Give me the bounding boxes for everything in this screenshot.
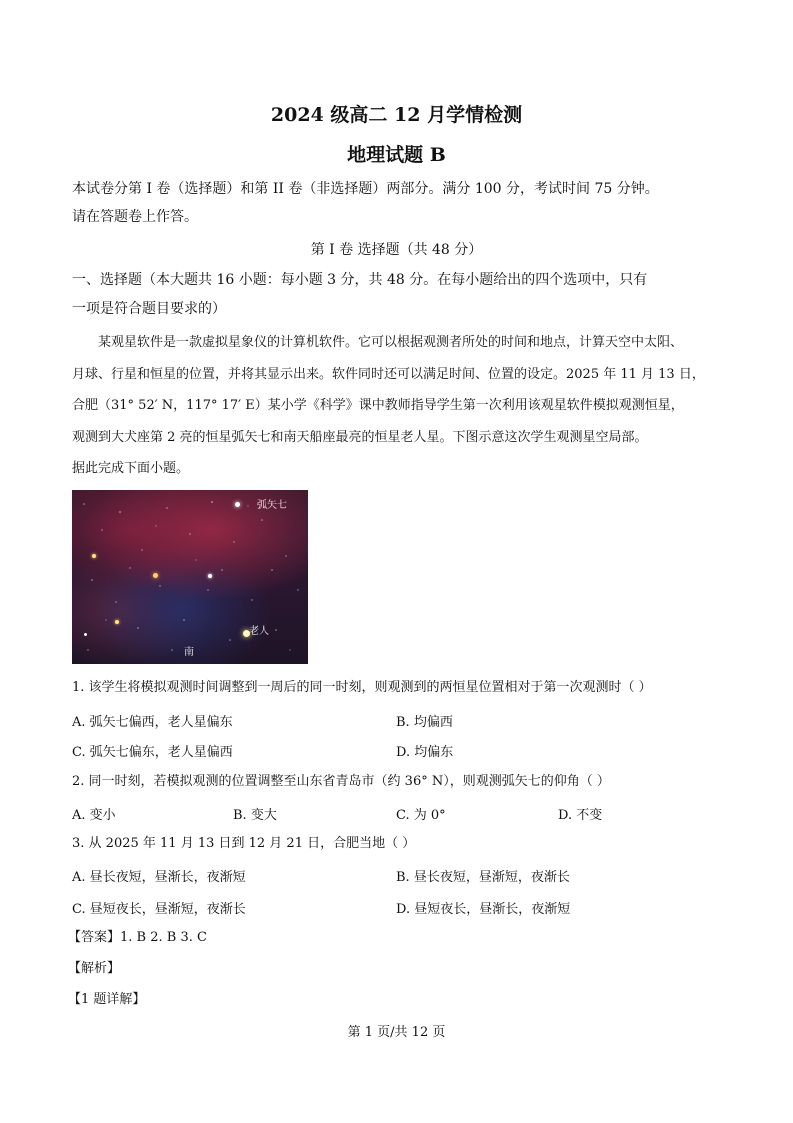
question-2-option-b: B. 变大 [233, 808, 277, 823]
white-star-icon [84, 633, 87, 636]
passage-line-5: 据此完成下面小题。 [72, 461, 190, 476]
yellow-star-icon [115, 620, 119, 624]
question-1-option-a: A. 弧矢七偏西，老人星偏东 [72, 715, 233, 730]
question-3-option-c: C. 昼短夜长，昼渐短，夜渐长 [72, 902, 246, 917]
orange-star-icon [153, 573, 158, 578]
question-1-option-c: C. 弧矢七偏东，老人星偏西 [72, 745, 233, 760]
star-map-figure [72, 490, 308, 664]
answer-line: 【答案】1. B 2. B 3. C [68, 930, 207, 945]
page-footer: 第 1 页/共 12 页 [347, 1025, 446, 1040]
question-2-option-a: A. 变小 [72, 808, 116, 823]
question-1-option-b: B. 均偏西 [396, 715, 453, 730]
intro-line-1: 本试卷分第 I 卷（选择题）和第 II 卷（非选择题）两部分。满分 100 分，考试时间 75 分钟。 [72, 181, 659, 197]
canopus-label: 老人 [249, 626, 269, 637]
question-3-stem: 3. 从 2025 年 11 月 13 日到 12 月 21 日，合肥当地（ ） [72, 836, 416, 851]
question-3-option-a: A. 昼长夜短，昼渐长，夜渐短 [72, 870, 246, 885]
section-heading: 第 I 卷 选择题（共 48 分） [310, 242, 483, 258]
question-1-stem: 1. 该学生将模拟观测时间调整到一周后的同一时刻，则观测到的两恒星位置相对于第一次观测时（ ） [72, 680, 652, 695]
yellow-star-icon [92, 554, 96, 558]
section-instruction-1: 一、选择题（本大题共 16 小题：每小题 3 分，共 48 分。在每小题给出的四个选项中，只有 [72, 272, 648, 288]
star-field [72, 490, 308, 664]
question-2-option-c: C. 为 0° [396, 808, 446, 823]
passage-line-4: 观测到大犬座第 2 亮的恒星弧矢七和南天船座最亮的恒星老人星。下图示意这次学生观测星空局部。 [72, 430, 648, 445]
exam-subtitle: 地理试题 B [347, 144, 446, 166]
exam-title: 2024 级高二 12 月学情检测 [270, 104, 523, 126]
question-2-option-d: D. 不变 [558, 808, 603, 823]
question-2-stem: 2. 同一时刻，若模拟观测的位置调整至山东省青岛市（约 36° N），则观测弧矢七的仰角（ ） [72, 774, 610, 789]
passage-line-2: 月球、行星和恒星的位置，并将其显示出来。软件同时还可以满足时间、位置的设定。2025 年 11 月 13 日， [72, 367, 705, 382]
adhara-label: 弧矢七 [257, 500, 287, 511]
question-3-option-d: D. 昼短夜长，昼渐长，夜渐短 [396, 902, 571, 917]
passage-line-3: 合肥（31° 52′ N，117° 17′ E）某小学《科学》课中教师指导学生第一次利用该观星软件模拟观测恒星， [72, 398, 684, 413]
intro-line-2: 请在答题卷上作答。 [72, 209, 198, 225]
question-3-option-b: B. 昼长夜短，昼渐短，夜渐长 [396, 870, 570, 885]
white-star-icon [208, 574, 212, 578]
south-direction-label: 南 [184, 647, 194, 658]
passage-line-1: 某观星软件是一款虚拟星象仪的计算机软件。它可以根据观测者所处的时间和地点，计算天空中太阳、 [98, 335, 684, 350]
analysis-detail-heading: 【1 题详解】 [68, 992, 146, 1007]
adhara-star-icon [235, 502, 240, 507]
analysis-label: 【解析】 [68, 961, 121, 976]
question-1-option-d: D. 均偏东 [396, 745, 454, 760]
section-instruction-2: 一项是符合题目要求的） [72, 301, 226, 317]
